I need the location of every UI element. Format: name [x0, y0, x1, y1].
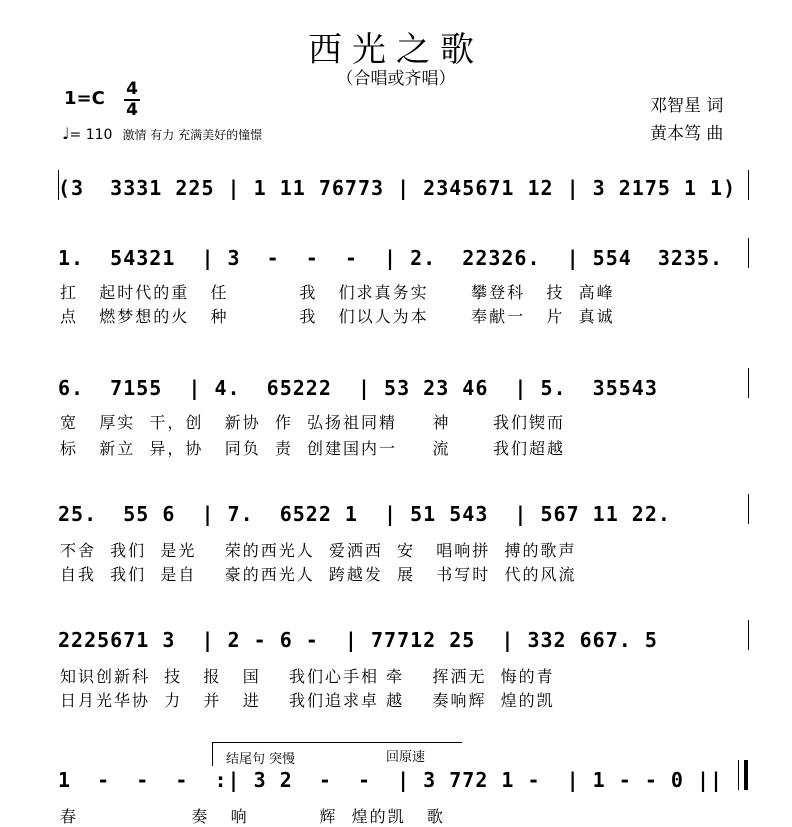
notes-line: 6. 7155 | 4. 65222 | 53 23 46 | 5. 35543 [58, 376, 658, 400]
lyrics-verse-1: 春 奏 响 辉 煌的凯 歌 [60, 807, 445, 826]
notes-line: 1. 54321 | 3 - - - | 2. 22326. | 554 3235. [58, 246, 724, 270]
lyrics-verse-2: 日月光华协 力 并 进 我们追求卓 越 奏响辉 煌的凯 [60, 691, 555, 710]
mood-text: 激情 有力 充满美好的憧憬 [122, 128, 263, 142]
lyrics-verse-2: 自我 我们 是自 豪的西光人 跨越发 展 书写时 代的风流 [60, 565, 577, 584]
barline [748, 170, 749, 200]
notes-line: 2225671 3 | 2 - 6 - | 77712 25 | 332 667. 5 [58, 628, 658, 652]
time-signature [124, 80, 140, 120]
time-signature-top: 4 [126, 79, 138, 99]
final-barline-thick [744, 760, 748, 790]
annotation-bracket-start [212, 742, 213, 766]
lyrics-verse-1: 扛 起时代的重 任 我 们求真务实 攀登科 技 高峰 [60, 283, 615, 302]
tempo-marking [62, 124, 262, 143]
lyrics-verse-1: 不舍 我们 是光 荣的西光人 爱洒西 安 唱响拼 搏的歌声 [60, 541, 577, 560]
score-row-4 [58, 628, 758, 668]
tempo-resume-annotation: 回原速 [386, 750, 426, 765]
coda-annotation: 结尾句 突慢 [226, 752, 296, 767]
lyrics-verse-1: 宽 厚实 干，创 新协 作 弘扬祖同精 神 我们锲而 [60, 413, 565, 432]
barline [748, 494, 749, 524]
annotation-bracket [212, 742, 462, 743]
song-title: 西光之歌 [308, 30, 484, 70]
lyrics-verse-2: 标 新立 异，协 同负 责 创建国内一 流 我们超越 [60, 439, 565, 458]
barline [748, 620, 749, 650]
lyrics-verse-2: 点 燃梦想的火 种 我 们以人为本 奉献一 片 真诚 [60, 307, 615, 326]
composer: 黄本笃 曲 [650, 124, 724, 144]
notes-line: 25. 55 6 | 7. 6522 1 | 51 543 | 567 11 22. [58, 502, 671, 526]
notes-line: 1 - - - :| 3 2 - - | 3 772 1 - | 1 - - 0 || [58, 768, 724, 792]
quarter-note-icon: ♩ [62, 124, 70, 143]
tempo-value: = 110 [69, 127, 113, 143]
final-barline-thin [738, 760, 739, 790]
barline [748, 238, 749, 268]
key-signature: 1=C [64, 88, 105, 109]
score-row-5 [58, 768, 758, 808]
score-row-3 [58, 502, 758, 542]
lyricist: 邓智星 词 [650, 96, 724, 116]
lyrics-verse-1: 知识创新科 技 报 国 我们心手相 牵 挥洒无 悔的青 [60, 667, 555, 686]
barline [58, 170, 59, 200]
notes-line: (3 3331 225 | 1 11 76773 | 2345671 12 | 3 2175 1 1) [58, 176, 737, 200]
time-signature-bottom: 4 [124, 99, 140, 120]
barline [748, 368, 749, 398]
credits [650, 92, 723, 148]
score-row-intro [58, 176, 758, 216]
song-subtitle: （合唱或齐唱） [336, 69, 456, 89]
